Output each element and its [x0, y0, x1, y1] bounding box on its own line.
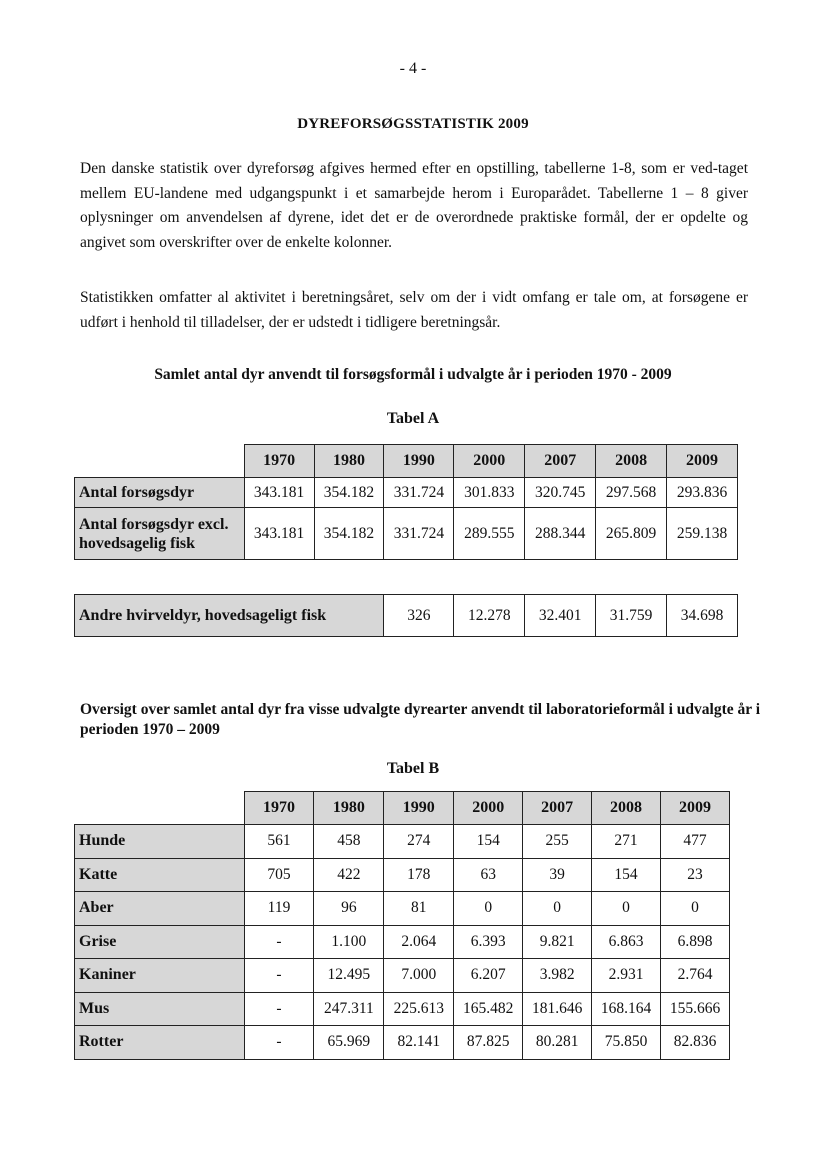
table-cell: 343.181: [244, 508, 314, 560]
table-cell: 0: [523, 892, 592, 926]
table-cell: 259.138: [667, 508, 738, 560]
document-title: DYREFORSØGSSTATISTIK 2009: [297, 116, 529, 132]
table-cell: -: [244, 925, 314, 959]
table-b-year-header: 1970: [244, 792, 314, 825]
table-cell: 225.613: [384, 992, 454, 1026]
table-cell: 7.000: [384, 959, 454, 993]
table-cell: 0: [454, 892, 523, 926]
table-cell: 23: [661, 858, 730, 892]
table-cell: 32.401: [525, 595, 596, 637]
table-cell: 154: [592, 858, 661, 892]
table-a-fish: [74, 594, 738, 637]
table-cell: 63: [454, 858, 523, 892]
intro-paragraph: Den danske statistik over dyreforsøg afgives hermed efter en opstilling, tabellerne 1-8, som er ved-taget mellem EU-landene med udgangspunkt i et samarbejde herom i Europarådet. Tabellerne 1 – 8 giver oplysninger om anvendelsen af dyrene, idet det er de overordnede praktiske formål, der er opdelte og angivet som overskrifter over de enkelte kolonner.: [80, 160, 748, 251]
table-b-year-header: 2000: [454, 792, 523, 825]
table-a-year-header: 1990: [384, 445, 454, 478]
table-cell: 6.863: [592, 925, 661, 959]
row-label: Andre hvirveldyr, hovedsageligt fisk: [75, 595, 384, 637]
table-cell: 75.850: [592, 1026, 661, 1060]
table-cell: 326: [384, 595, 454, 637]
row-label: Grise: [75, 925, 245, 959]
table-row: [75, 925, 730, 959]
row-label: Kaniner: [75, 959, 245, 993]
table-cell: 293.836: [667, 478, 738, 508]
table-cell: 165.482: [454, 992, 523, 1026]
table-cell: 39: [523, 858, 592, 892]
table-cell: 274: [384, 825, 454, 859]
table-cell: 178: [384, 858, 454, 892]
table-cell: 354.182: [314, 478, 384, 508]
table-cell: 65.969: [314, 1026, 384, 1060]
table-cell: 331.724: [384, 508, 454, 560]
table-a-year-header: 2007: [525, 445, 596, 478]
table-cell: 477: [661, 825, 730, 859]
table-cell: 288.344: [525, 508, 596, 560]
table-b-year-header: 1980: [314, 792, 384, 825]
table-row: [75, 858, 730, 892]
table-cell: 0: [592, 892, 661, 926]
table-b-body: [75, 825, 730, 1060]
table-b-year-header: 2008: [592, 792, 661, 825]
table-cell: 2.764: [661, 959, 730, 993]
table-cell: 168.164: [592, 992, 661, 1026]
table-cell: 181.646: [523, 992, 592, 1026]
table-cell: 705: [244, 858, 314, 892]
table-row: [75, 1026, 730, 1060]
table-b: [74, 791, 730, 1060]
table-cell: 6.898: [661, 925, 730, 959]
table-cell: 81: [384, 892, 454, 926]
row-label: Antal forsøgsdyr: [75, 478, 245, 508]
table-cell: 9.821: [523, 925, 592, 959]
table-a-year-header: 1970: [244, 445, 314, 478]
row-label: Rotter: [75, 1026, 245, 1060]
table-cell: -: [244, 992, 314, 1026]
table-cell: 6.393: [454, 925, 523, 959]
table-a-corner: [75, 445, 245, 478]
scope-paragraph: Statistikken omfatter al aktivitet i beretningsåret, selv om der i vidt omfang er tale om, at forsøgene er udført i henhold til tilladelser, der er udstedt i tidligere beretningsår.: [80, 289, 748, 331]
table-cell: -: [244, 959, 314, 993]
table-a-year-header: 1980: [314, 445, 384, 478]
page-number: - 4 -: [399, 60, 427, 77]
table-cell: -: [244, 1026, 314, 1060]
table-cell: 12.278: [454, 595, 525, 637]
table-row: [75, 992, 730, 1026]
table-cell: 34.698: [667, 595, 738, 637]
table-cell: 31.759: [596, 595, 667, 637]
table-row: [75, 892, 730, 926]
table-cell: 289.555: [454, 508, 525, 560]
table-cell: 82.141: [384, 1026, 454, 1060]
table-cell: 301.833: [454, 478, 525, 508]
row-label: Hunde: [75, 825, 245, 859]
table-a-year-header: 2008: [596, 445, 667, 478]
table-cell: 154: [454, 825, 523, 859]
table-cell: 458: [314, 825, 384, 859]
table-row: [75, 825, 730, 859]
row-label: Antal forsøgsdyr excl. hovedsagelig fisk: [75, 508, 245, 560]
table-a-year-header: 2000: [454, 445, 525, 478]
table-b-corner: [75, 792, 245, 825]
table-cell: 80.281: [523, 1026, 592, 1060]
row-label: Katte: [75, 858, 245, 892]
table-cell: 0: [661, 892, 730, 926]
table-row: [75, 595, 738, 637]
table-cell: 297.568: [596, 478, 667, 508]
table-cell: 343.181: [244, 478, 314, 508]
table-cell: 1.100: [314, 925, 384, 959]
table-cell: 320.745: [525, 478, 596, 508]
table-cell: 331.724: [384, 478, 454, 508]
table-cell: 12.495: [314, 959, 384, 993]
table-row: [75, 959, 730, 993]
table-cell: 82.836: [661, 1026, 730, 1060]
section-b-title: Oversigt over samlet antal dyr fra visse udvalgte dyrearter anvendt til laboratorieformål i udvalgte år i perioden 1970 – 2009: [80, 701, 761, 738]
table-cell: 265.809: [596, 508, 667, 560]
row-label: Aber: [75, 892, 245, 926]
table-cell: 2.064: [384, 925, 454, 959]
section-a-title: Samlet antal dyr anvendt til forsøgsformål i udvalgte år i perioden 1970 - 2009: [154, 366, 672, 383]
table-cell: 3.982: [523, 959, 592, 993]
table-row: [75, 508, 738, 560]
table-cell: 96: [314, 892, 384, 926]
table-cell: 87.825: [454, 1026, 523, 1060]
table-cell: 6.207: [454, 959, 523, 993]
table-row: [75, 478, 738, 508]
table-a: [74, 444, 738, 560]
table-cell: 119: [244, 892, 314, 926]
table-b-year-header: 2009: [661, 792, 730, 825]
table-cell: 2.931: [592, 959, 661, 993]
table-b-caption: Tabel B: [386, 760, 440, 777]
table-cell: 247.311: [314, 992, 384, 1026]
table-cell: 255: [523, 825, 592, 859]
table-a-year-header: 2009: [667, 445, 738, 478]
table-cell: 271: [592, 825, 661, 859]
table-b-year-header: 2007: [523, 792, 592, 825]
table-cell: 354.182: [314, 508, 384, 560]
table-cell: 561: [244, 825, 314, 859]
table-a-caption: Tabel A: [386, 410, 440, 427]
row-label: Mus: [75, 992, 245, 1026]
table-cell: 422: [314, 858, 384, 892]
table-b-year-header: 1990: [384, 792, 454, 825]
table-cell: 155.666: [661, 992, 730, 1026]
